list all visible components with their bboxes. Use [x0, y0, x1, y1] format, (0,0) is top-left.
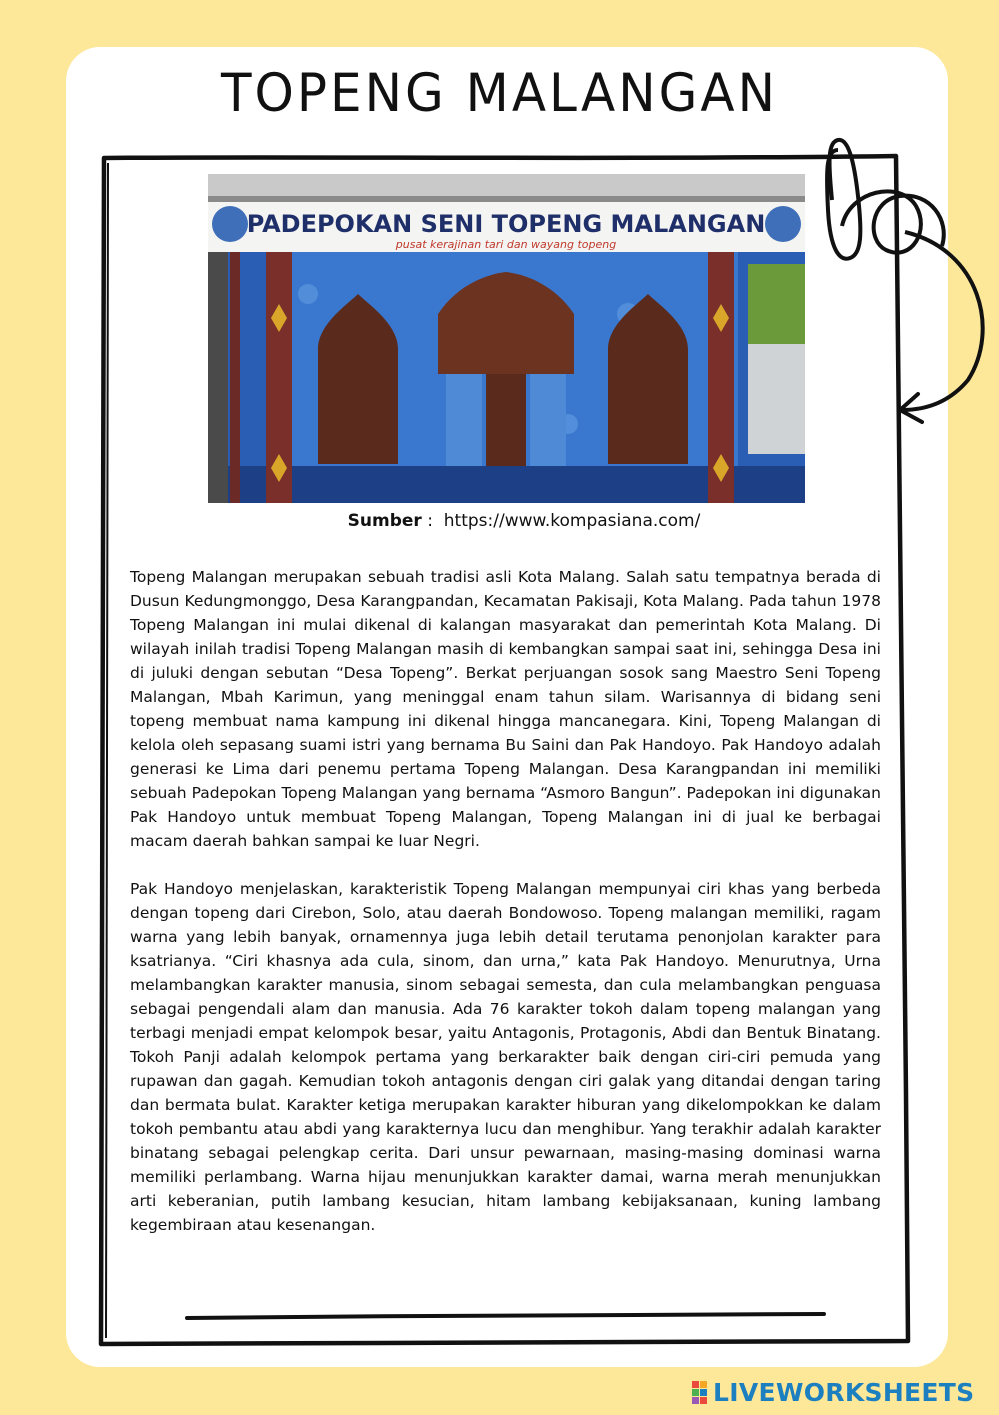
sign-title: PADEPOKAN SENI TOPENG MALANGAN [246, 210, 766, 238]
article-body [130, 565, 881, 1261]
bottom-underline [187, 1314, 824, 1318]
paragraph-2: Pak Handoyo menjelaskan, karakteristik Topeng Malangan mempunyai ciri khas yang berbeda dengan topeng dari Cirebon, Solo, atau daerah Bondowoso. Topeng malangan memiliki, ragam warna yang lebih banyak, ornamennya juga lebih detail terutama penonjolan karakter para ksatrianya. “Ciri khasnya ada cula, sinom, dan urna,” kata Pak Handoyo. Menurutnya, Urna melambangkan karakter manusia, sinom sebagai semesta, dan cula melambangkan penguasa sebagai pengendali alam dan manusia. Ada 76 karakter tokoh dalam topeng malangan yang terbagi menjadi empat kelompok besar, yaitu Antagonis, Protagonis, Abdi dan Bentuk Binatang. Tokoh Panji adalah kelompok pertama yang berkarakter baik dengan ciri-ciri pemuda yang rupawan dan gagah. Kemudian tokoh antagonis dengan ciri galak yang ditandai dengan taring dan bermata bulat. Karakter ketiga merupakan karakter hiburan yang dikelompokkan ke dalam tokoh pembantu atau abdi yang karakternya lucu dan menghibur. Yang terakhir adalah karakter binatang sebagai pelengkap cerita. Dari unsur pewarnaan, masing-masing dominasi warna memiliki perlambang. Warna hijau menunjukkan karakter damai, warna merah menunjukkan arti keberanian, putih lambang kesucian, hitam lambang kebijaksanaan, kuning lambang kegembiraan atau kesenangan. [130, 880, 881, 1234]
sign-subtitle: pusat kerajinan tari dan wayang topeng [395, 238, 617, 251]
liveworksheets-logo[interactable] [692, 1372, 974, 1412]
caption-label: Sumber [347, 511, 422, 531]
caption-separator: : [421, 511, 444, 531]
padepokan-photo [208, 174, 805, 503]
coil-loop [842, 191, 944, 252]
logo-text: LIVEWORKSHEETS [713, 1377, 975, 1407]
logo-mark-icon [692, 1381, 707, 1404]
photo-caption [0, 511, 999, 531]
frame-border-inner-stroke [106, 163, 109, 1338]
paragraph-1: Topeng Malangan merupakan sebuah tradisi asli Kota Malang. Salah satu tempatnya berada di Dusun Kedungmonggo, Desa Karangpandan, Kecamatan Pakisaji, Kota Malang. Pada tahun 1978 Topeng Malangan ini mulai dikenal di kalangan masyarakat dan pemerintah Kota Malang. Di wilayah inilah tradisi Topeng Malangan masih di kembangkan sampai saat ini, sehingga Desa ini di juluki dengan sebutan “Desa Topeng”. Berkat perjuangan sosok sang Maestro Seni Topeng Malangan, Mbah Karimun, yang meninggal enam tahun silam. Warisannya di bidang seni topeng membuat nama kampung ini dikenal hingga mancanegara. Kini, Topeng Malangan di kelola oleh sepasang suami istri yang bernama Bu Saini dan Pak Handoyo. Pak Handoyo adalah generasi ke Lima dari penemu pertama Topeng Malangan. Desa Karangpandan ini memiliki sebuah Padepokan Topeng Malangan yang bernama “Asmoro Bangun”. Padepokan ini digunakan Pak Handoyo untuk membuat Topeng Malangan, Topeng Malangan ini di jual ke berbagai macam daerah bahkan sampai ke luar Negri. [130, 568, 881, 850]
page-title: TOPENG MALANGAN [221, 62, 778, 124]
curved-arrow-line [902, 232, 983, 410]
caption-url: https://www.kompasiana.com/ [443, 511, 701, 531]
